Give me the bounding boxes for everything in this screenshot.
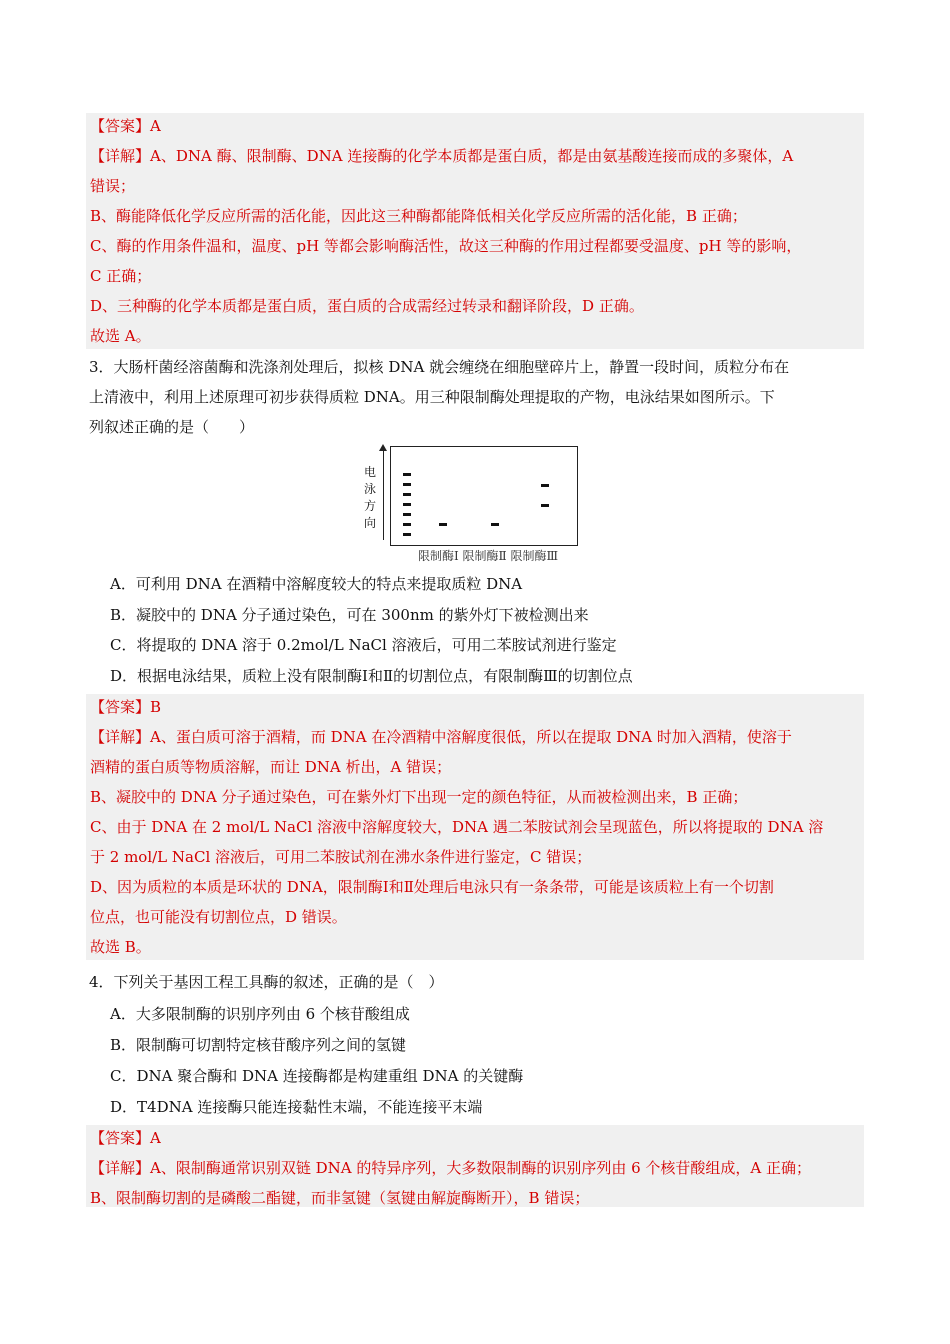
explanation-line: C 正确； bbox=[90, 267, 152, 285]
explanation-line: 错误； bbox=[90, 177, 136, 195]
direction-label: 电泳方向 bbox=[364, 465, 377, 530]
explanation-line: 故选 B。 bbox=[90, 938, 151, 956]
explanation-line: D、三种酶的化学本质都是蛋白质，蛋白质的合成需经过转录和翻译阶段，D 正确。 bbox=[90, 297, 644, 315]
answer-block-q3 bbox=[86, 694, 864, 960]
lane-3-band bbox=[541, 504, 549, 507]
question-3-stem: 3．大肠杆菌经溶菌酶和洗涤剂处理后，拟核 DNA 就会缠绕在细胞壁碎片上，静置一段时间，质粒分布在 bbox=[89, 358, 790, 376]
explanation-line: 于 2 mol/L NaCl 溶液后，可用二苯胺试剂在沸水条件进行鉴定，C 错误； bbox=[90, 848, 592, 866]
marker-band bbox=[403, 483, 411, 486]
explanation-line: B、限制酶切割的是磷酸二酯键，而非氢键（氢键由解旋酶断开），B 错误； bbox=[90, 1189, 590, 1207]
lane-labels: 限制酶Ⅰ 限制酶Ⅱ 限制酶Ⅲ bbox=[418, 549, 559, 563]
option-c: C．将提取的 DNA 溶于 0.2mol/L NaCl 溶液后，可用二苯胺试剂进行鉴定 bbox=[110, 636, 617, 654]
gel bbox=[390, 446, 578, 546]
answer-label: 【答案】A bbox=[90, 117, 161, 135]
explanation-line: 【详解】A、限制酶通常识别双链 DNA 的特异序列，大多数限制酶的识别序列由 6 个核苷酸组成，A 正确； bbox=[90, 1159, 812, 1177]
option-b: B．限制酶可切割特定核苷酸序列之间的氢键 bbox=[110, 1036, 407, 1054]
option-d: D．根据电泳结果，质粒上没有限制酶Ⅰ和Ⅱ的切割位点，有限制酶Ⅲ的切割位点 bbox=[110, 667, 633, 685]
answer-label: 【答案】A bbox=[90, 1129, 161, 1147]
question-3-stem: 上清液中，利用上述原理可初步获得质粒 DNA。用三种限制酶处理提取的产物，电泳结果如图所示。下 bbox=[89, 388, 775, 406]
marker-band bbox=[403, 473, 411, 476]
explanation-line: C、由于 DNA 在 2 mol/L NaCl 溶液中溶解度较大，DNA 遇二苯胺试剂会呈现蓝色，所以将提取的 DNA 溶 bbox=[90, 818, 824, 836]
marker-band bbox=[403, 493, 411, 496]
explanation-line: D、因为质粒的本质是环状的 DNA，限制酶Ⅰ和Ⅱ处理后电泳只有一条条带，可能是该质粒上有一个切割 bbox=[90, 878, 774, 896]
explanation-line: 故选 A。 bbox=[90, 327, 151, 345]
explanation-line: B、酶能降低化学反应所需的活化能，因此这三种酶都能降低相关化学反应所需的活化能，B 正确； bbox=[90, 207, 747, 225]
marker-band bbox=[403, 513, 411, 516]
option-d: D．T4DNA 连接酶只能连接黏性末端，不能连接平末端 bbox=[110, 1098, 483, 1116]
marker-band bbox=[403, 503, 411, 506]
option-a: A．大多限制酶的识别序列由 6 个核苷酸组成 bbox=[110, 1005, 410, 1023]
lane-3-band bbox=[541, 484, 549, 487]
option-c: C．DNA 聚合酶和 DNA 连接酶都是构建重组 DNA 的关键酶 bbox=[110, 1067, 524, 1085]
explanation-line: B、凝胶中的 DNA 分子通过染色，可在紫外灯下出现一定的颜色特征，从而被检测出来，B 正确； bbox=[90, 788, 748, 806]
marker-band bbox=[403, 523, 411, 526]
question-3-stem: 列叙述正确的是（ ） bbox=[89, 418, 255, 436]
option-a: A．可利用 DNA 在酒精中溶解度较大的特点来提取质粒 DNA bbox=[110, 575, 523, 593]
explanation-line: 位点，也可能没有切割位点，D 错误。 bbox=[90, 908, 347, 926]
lane-2-band bbox=[491, 523, 499, 526]
marker-band bbox=[403, 533, 411, 536]
answer-block-q2 bbox=[86, 113, 864, 349]
answer-label: 【答案】B bbox=[90, 698, 162, 716]
direction-arrow bbox=[383, 448, 384, 540]
electrophoresis-figure bbox=[360, 444, 590, 564]
option-b: B．凝胶中的 DNA 分子通过染色，可在 300nm 的紫外灯下被检测出来 bbox=[110, 606, 589, 624]
question-4-stem: 4．下列关于基因工程工具酶的叙述，正确的是（ ） bbox=[89, 973, 444, 991]
lane-1-band bbox=[439, 523, 447, 526]
answer-block-q4 bbox=[86, 1125, 864, 1207]
explanation-line: 【详解】A、蛋白质可溶于酒精，而 DNA 在冷酒精中溶解度很低，所以在提取 DNA 时加入酒精，使溶于 bbox=[90, 728, 792, 746]
explanation-line: 酒精的蛋白质等物质溶解，而让 DNA 析出，A 错误； bbox=[90, 758, 452, 776]
explanation-line: 【详解】A、DNA 酶、限制酶、DNA 连接酶的化学本质都是蛋白质，都是由氨基酸连接而成的多聚体，A bbox=[90, 147, 794, 165]
explanation-line: C、酶的作用条件温和，温度、pH 等都会影响酶活性，故这三种酶的作用过程都要受温度、pH 等的影响， bbox=[90, 237, 802, 255]
